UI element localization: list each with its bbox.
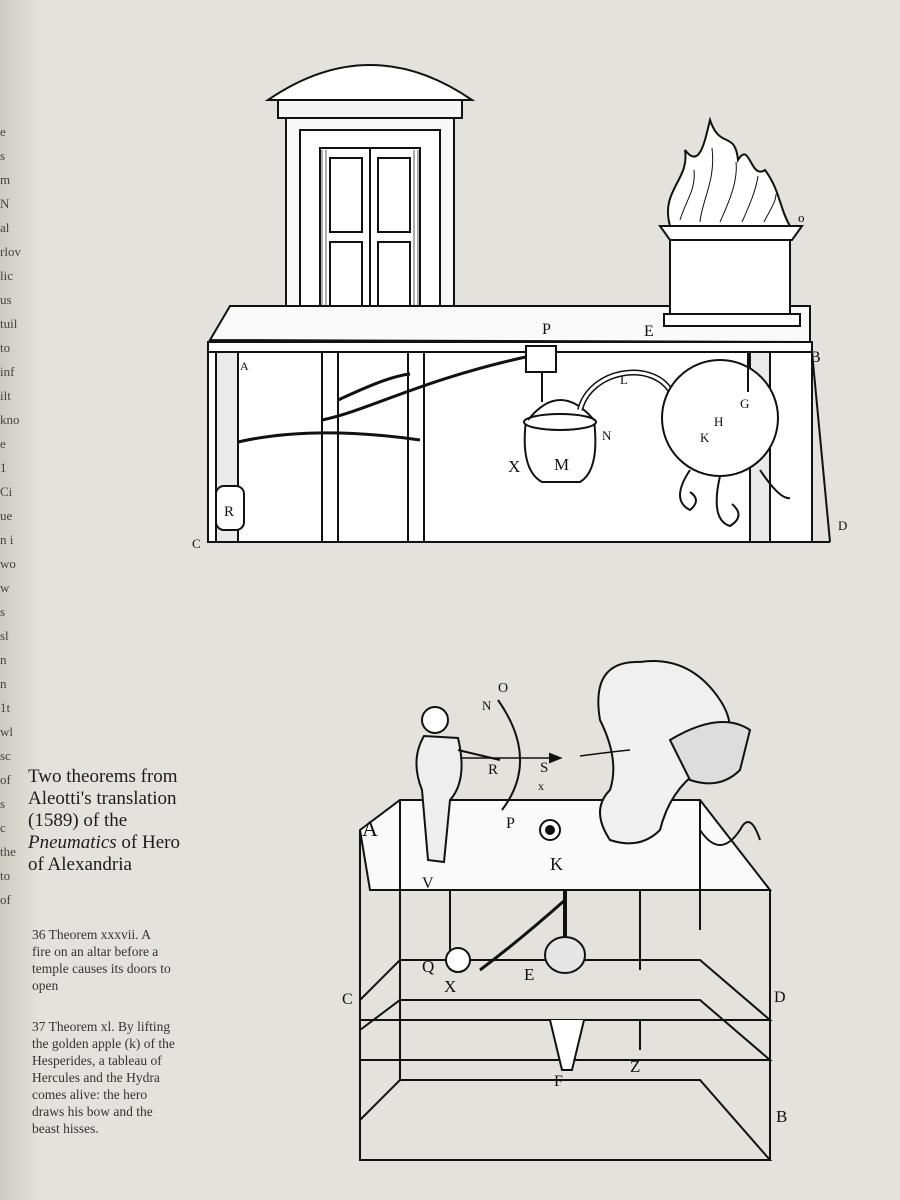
label-g: G xyxy=(740,396,750,411)
spine-fragment: tuil xyxy=(0,316,18,331)
caption-italic-title: Pneumatics xyxy=(28,832,117,853)
spine-fragment: of xyxy=(0,892,11,907)
figure-hercules-hydra xyxy=(340,640,820,1180)
spine-fragment: wl xyxy=(0,724,13,739)
label-v: V xyxy=(422,875,434,892)
spine-fragment: s xyxy=(0,148,6,163)
label-x: X xyxy=(508,457,521,476)
note-line: open xyxy=(32,978,59,993)
note-line: fire on an altar before a xyxy=(32,944,159,959)
label-r: R xyxy=(488,762,499,778)
label-h: H xyxy=(714,414,724,429)
label-e: E xyxy=(524,965,535,984)
note-line: Hercules and the Hydra xyxy=(32,1070,160,1085)
caption-line: of Alexandria xyxy=(28,854,132,875)
spine-fragment: sc xyxy=(0,748,11,763)
spine-fragment: 1 xyxy=(0,460,7,475)
label-e: E xyxy=(644,323,654,340)
label-o: O xyxy=(498,681,509,696)
label-c: C xyxy=(192,536,201,551)
spine-fragment: w xyxy=(0,580,10,595)
caption-title-rest: of Hero xyxy=(116,832,180,853)
spine-fragment: e xyxy=(0,436,6,451)
spine-fragment: lic xyxy=(0,268,13,283)
hercules-head xyxy=(422,707,448,733)
facing-page-text-fragment xyxy=(0,120,28,1200)
note-line: beast hisses. xyxy=(32,1121,99,1136)
spine-fragment: c xyxy=(0,820,6,835)
label-m: M xyxy=(554,455,570,474)
spine-fragment: N xyxy=(0,196,10,211)
label-p: P xyxy=(506,815,515,832)
spine-fragment: m xyxy=(0,172,11,187)
spine-fragment: n i xyxy=(0,532,14,547)
note-36 xyxy=(32,926,192,994)
spine-fragment: wo xyxy=(0,556,16,571)
note-line: temple causes its doors to xyxy=(32,961,171,976)
spine-fragment: n xyxy=(0,676,7,691)
pulley-p xyxy=(526,346,556,372)
spine-fragment: rlov xyxy=(0,244,21,259)
weight-e xyxy=(545,937,585,973)
bow xyxy=(498,700,520,810)
pulley-q xyxy=(446,948,470,972)
note-line: 36 Theorem xxxvii. A xyxy=(32,927,151,942)
spine-fragment: 1t xyxy=(0,700,11,715)
caption-line: Aleotti's translation xyxy=(28,788,177,809)
spine-fragment: s xyxy=(0,796,6,811)
label-o: o xyxy=(798,210,805,225)
spine-fragment: to xyxy=(0,868,11,883)
caption-line: Two theorems from xyxy=(28,766,178,787)
spine-fragment: e xyxy=(0,124,6,139)
label-q: Q xyxy=(422,957,435,976)
label-f: F xyxy=(554,1073,563,1090)
label-x: X xyxy=(444,977,457,996)
spine-fragment: sl xyxy=(0,628,9,643)
note-line: the golden apple (k) of the xyxy=(32,1036,175,1051)
figure-temple-doors xyxy=(190,30,850,560)
label-x-small: x xyxy=(538,779,544,793)
funnel-f xyxy=(550,1020,584,1070)
spine-fragment: inf xyxy=(0,364,15,379)
label-r: R xyxy=(224,504,235,520)
spine-fragment: Ci xyxy=(0,484,13,499)
altar xyxy=(670,238,790,318)
label-c: C xyxy=(342,991,353,1008)
note-line: Hesperides, a tableau of xyxy=(32,1053,162,1068)
label-n: N xyxy=(602,428,612,443)
note-line: draws his bow and the xyxy=(32,1104,153,1119)
label-p: P xyxy=(542,321,551,338)
label-s: S xyxy=(540,760,549,776)
spine-fragment: al xyxy=(0,220,10,235)
note-line: 37 Theorem xl. By lifting xyxy=(32,1019,171,1034)
spine-fragment: s xyxy=(0,604,6,619)
figure-caption xyxy=(28,766,188,876)
label-b: B xyxy=(810,349,821,366)
label-d: D xyxy=(774,989,786,1006)
label-d: D xyxy=(838,518,848,533)
label-a: A xyxy=(240,359,249,373)
label-b: B xyxy=(776,1107,788,1126)
altar-flame xyxy=(668,120,790,226)
note-37 xyxy=(32,1018,192,1137)
label-a: A xyxy=(362,816,378,841)
spine-fragment: to xyxy=(0,340,11,355)
label-k: K xyxy=(700,430,710,445)
spine-fragment: n xyxy=(0,652,7,667)
caption-line xyxy=(28,832,188,854)
spine-fragment: kno xyxy=(0,412,20,427)
label-k: K xyxy=(550,854,563,874)
spine-fragment: of xyxy=(0,772,11,787)
spine-fragment: the xyxy=(0,844,16,859)
spine-fragment: ue xyxy=(0,508,13,523)
spine-fragment: us xyxy=(0,292,12,307)
base-frame xyxy=(360,1080,770,1160)
pediment xyxy=(268,65,472,100)
label-n: N xyxy=(482,698,492,713)
label-z: Z xyxy=(630,1057,641,1076)
spine-fragment: ilt xyxy=(0,388,11,403)
label-l: L xyxy=(620,372,628,387)
note-line: comes alive: the hero xyxy=(32,1087,148,1102)
caption-line: (1589) of the xyxy=(28,810,128,831)
